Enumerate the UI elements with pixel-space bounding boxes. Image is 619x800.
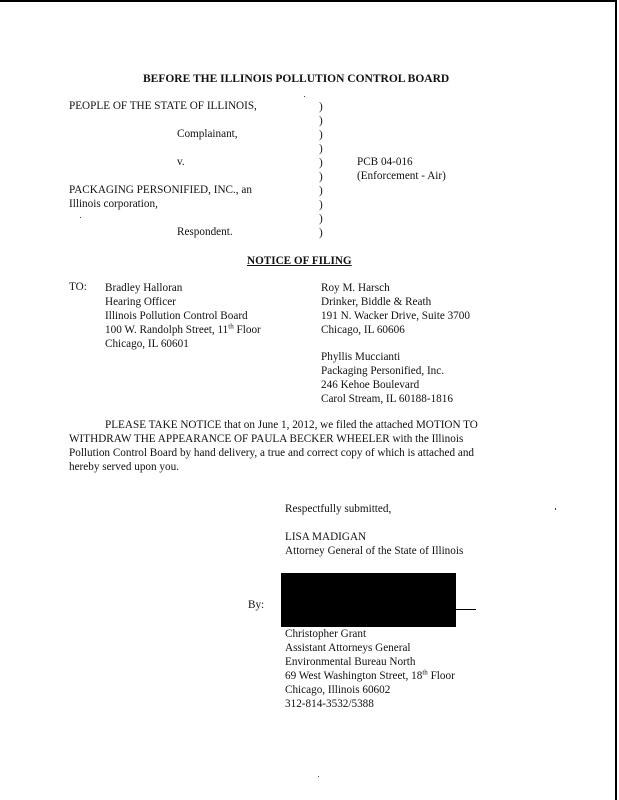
defendant-line-2: Illinois corporation, bbox=[69, 198, 158, 210]
recipient-title: Hearing Officer bbox=[105, 296, 176, 308]
recipient-city: Carol Stream, IL 60188-1816 bbox=[321, 393, 453, 405]
signer-street bbox=[285, 669, 455, 683]
notice-line-3: Pollution Control Board by hand delivery, a true and correct copy of which is attached and bbox=[69, 447, 475, 459]
street-text: 100 W. Randolph Street, 11 bbox=[105, 324, 229, 336]
ag-title: Attorney General of the State of Illinois bbox=[285, 545, 464, 557]
ag-name: LISA MADIGAN bbox=[285, 531, 367, 543]
caption-paren: ) bbox=[319, 171, 323, 183]
signer-block bbox=[285, 627, 455, 711]
caption-paren: ) bbox=[319, 213, 323, 225]
scan-speck bbox=[555, 508, 556, 510]
scan-speck bbox=[80, 217, 81, 218]
notice-paragraph bbox=[69, 418, 519, 474]
signer-phone: 312-814-3532/5388 bbox=[285, 698, 374, 710]
caption-paren: ) bbox=[319, 129, 323, 141]
notice-line-1: PLEASE TAKE NOTICE that on June 1, 2012, we filed the attached MOTION TO bbox=[105, 419, 478, 431]
signer-bureau: Environmental Bureau North bbox=[285, 656, 416, 668]
case-number: PCB 04-016 bbox=[357, 156, 413, 168]
caption-paren: ) bbox=[319, 143, 323, 155]
respondent-label: Respondent. bbox=[177, 226, 233, 238]
street-floor: Floor bbox=[233, 324, 261, 336]
caption-parentheses bbox=[319, 100, 327, 240]
scan-speck bbox=[304, 96, 305, 97]
caption-paren: ) bbox=[319, 101, 323, 113]
caption-paren: ) bbox=[319, 115, 323, 127]
recipient-muccianti bbox=[321, 350, 453, 406]
recipient-name: Phyllis Muccianti bbox=[321, 351, 401, 363]
scan-border-right bbox=[615, 0, 617, 800]
recipient-org: Packaging Personified, Inc. bbox=[321, 365, 445, 377]
signer-name: Christopher Grant bbox=[285, 628, 367, 640]
case-type: (Enforcement - Air) bbox=[357, 170, 446, 182]
notice-heading: NOTICE OF FILING bbox=[247, 255, 352, 267]
recipient-name: Roy M. Harsch bbox=[321, 282, 390, 294]
street-ordinal: th bbox=[422, 668, 428, 677]
recipient-name: Bradley Halloran bbox=[105, 282, 183, 294]
recipient-street bbox=[105, 323, 261, 337]
recipient-harsch bbox=[321, 281, 470, 337]
caption-paren: ) bbox=[319, 199, 323, 211]
notice-line-4: hereby served upon you. bbox=[69, 461, 179, 473]
recipient-org: Illinois Pollution Control Board bbox=[105, 310, 248, 322]
scan-speck bbox=[318, 776, 319, 777]
board-title: BEFORE THE ILLINOIS POLLUTION CONTROL BOARD bbox=[143, 73, 450, 85]
recipient-street: 191 N. Wacker Drive, Suite 3700 bbox=[321, 310, 470, 322]
redacted-signature bbox=[281, 573, 456, 627]
recipient-city: Chicago, IL 60606 bbox=[321, 324, 405, 336]
to-label: TO: bbox=[69, 281, 87, 293]
recipient-street: 246 Kehoe Boulevard bbox=[321, 379, 420, 391]
recipient-org: Drinker, Biddle & Reath bbox=[321, 296, 432, 308]
recipient-hearing-officer bbox=[105, 281, 261, 351]
by-label: By: bbox=[248, 599, 265, 611]
notice-line-2: WITHDRAW THE APPEARANCE OF PAULA BECKER WHEELER with the Illinois bbox=[69, 433, 464, 445]
signer-title: Assistant Attorneys General bbox=[285, 642, 411, 654]
signature-line bbox=[456, 609, 476, 610]
attorney-general-block bbox=[285, 530, 463, 558]
street-ordinal: th bbox=[228, 322, 234, 331]
plaintiff-name: PEOPLE OF THE STATE OF ILLINOIS, bbox=[69, 100, 257, 112]
caption-paren: ) bbox=[319, 227, 323, 239]
recipient-city: Chicago, IL 60601 bbox=[105, 338, 189, 350]
street-text: 69 West Washington Street, 18 bbox=[285, 670, 423, 682]
defendant-line-1: PACKAGING PERSONIFIED, INC., an bbox=[69, 184, 252, 196]
street-floor: Floor bbox=[427, 670, 455, 682]
scan-border-top bbox=[0, 0, 616, 2]
caption-paren: ) bbox=[319, 157, 323, 169]
signer-city: Chicago, Illinois 60602 bbox=[285, 684, 391, 696]
versus-label: v. bbox=[177, 156, 185, 168]
closing: Respectfully submitted, bbox=[285, 503, 392, 515]
caption-paren: ) bbox=[319, 185, 323, 197]
complainant-label: Complainant, bbox=[177, 128, 238, 140]
